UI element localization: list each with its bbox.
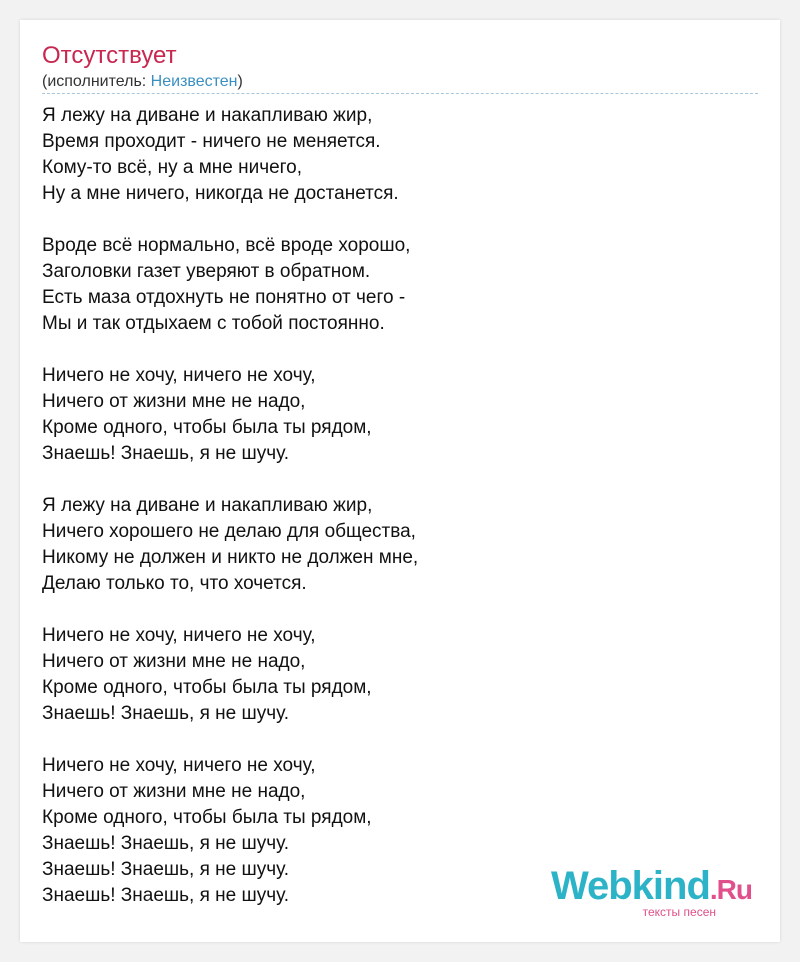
lyrics-line: Мы и так отдыхаем с тобой постоянно.: [42, 313, 385, 334]
lyrics-line: Ничего от жизни мне не надо,: [42, 651, 306, 672]
lyrics-line: Ничего от жизни мне не надо,: [42, 391, 306, 412]
lyrics-line: Ничего не хочу, ничего не хочу,: [42, 625, 316, 646]
logo-wordmark: [551, 866, 752, 910]
artist-suffix: ): [237, 73, 243, 90]
lyrics-line: Заголовки газет уверяют в обратном.: [42, 261, 371, 282]
lyrics-line: Я лежу на диване и накапливаю жир,: [42, 495, 373, 516]
lyrics-line: Ничего не хочу, ничего не хочу,: [42, 755, 316, 776]
lyrics-line: Кому-то всё, ну а мне ничего,: [42, 157, 303, 178]
site-logo[interactable]: [551, 866, 752, 918]
lyrics-line: Знаешь! Знаешь, я не шучу.: [42, 703, 290, 724]
lyrics-line: Кроме одного, чтобы была ты рядом,: [42, 677, 372, 698]
lyrics-stanza: [42, 363, 742, 467]
lyrics-line: Время проходит - ничего не меняется.: [42, 131, 381, 152]
lyrics-stanza: [42, 233, 742, 337]
lyrics-stanza: [42, 103, 742, 207]
lyrics-stanza: [42, 493, 742, 597]
lyrics-body: [42, 103, 742, 935]
artist-prefix: (исполнитель:: [42, 73, 151, 90]
title-divider: [42, 93, 758, 94]
logo-tld-text: .Ru: [709, 874, 752, 905]
lyrics-line: Я лежу на диване и накапливаю жир,: [42, 105, 373, 126]
lyrics-line: Ничего не хочу, ничего не хочу,: [42, 365, 316, 386]
lyrics-line: Ну а мне ничего, никогда не достанется.: [42, 183, 399, 204]
lyrics-line: Знаешь! Знаешь, я не шучу.: [42, 859, 290, 880]
lyrics-line: Знаешь! Знаешь, я не шучу.: [42, 443, 290, 464]
lyrics-line: Кроме одного, чтобы была ты рядом,: [42, 417, 372, 438]
lyrics-stanza: [42, 623, 742, 727]
lyrics-line: Кроме одного, чтобы была ты рядом,: [42, 807, 372, 828]
lyrics-line: Вроде всё нормально, всё вроде хорошо,: [42, 235, 411, 256]
lyrics-line: Знаешь! Знаешь, я не шучу.: [42, 833, 290, 854]
lyrics-line: Ничего от жизни мне не надо,: [42, 781, 306, 802]
lyrics-line: Знаешь! Знаешь, я не шучу.: [42, 885, 290, 906]
lyrics-line: Есть маза отдохнуть не понятно от чего -: [42, 287, 406, 308]
artist-line: [42, 72, 243, 92]
lyrics-line: Никому не должен и никто не должен мне,: [42, 547, 419, 568]
song-title: Отсутствует: [42, 42, 177, 69]
logo-main-text: Webkind: [550, 864, 710, 908]
lyrics-line: Ничего хорошего не делаю для общества,: [42, 521, 416, 542]
lyrics-card: [20, 20, 780, 942]
logo-tagline: тексты песен: [642, 905, 716, 919]
lyrics-line: Делаю только то, что хочется.: [42, 573, 307, 594]
artist-link[interactable]: Неизвестен: [150, 73, 238, 90]
